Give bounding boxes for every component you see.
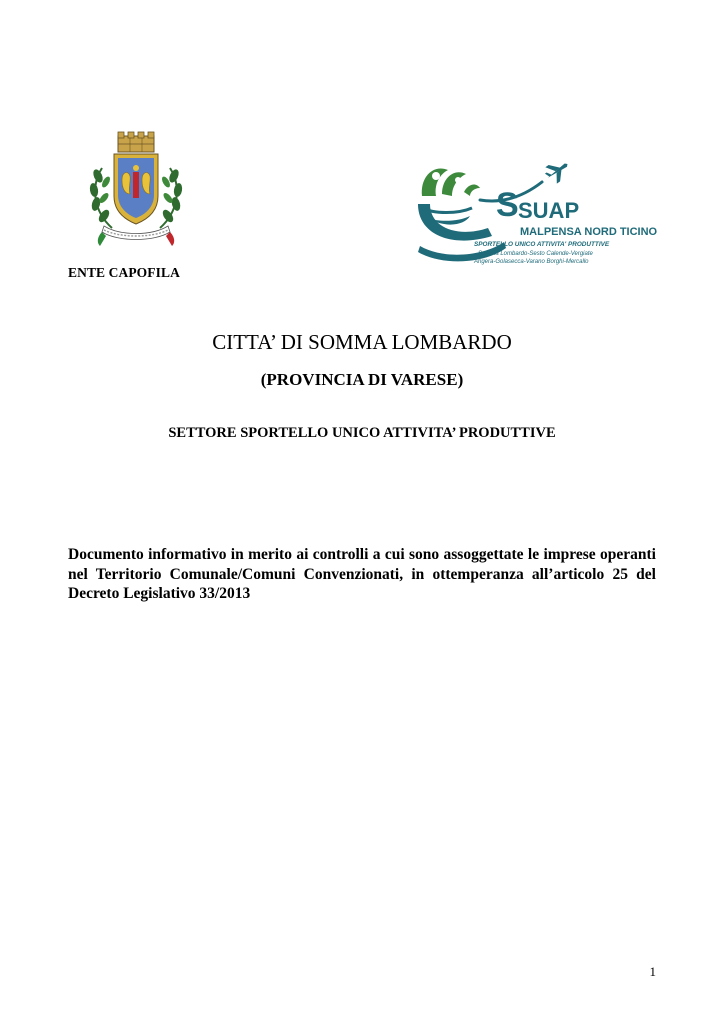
municipal-crest-logo [84, 132, 188, 250]
province-subtitle: (PROVINCIA DI VARESE) [260, 370, 464, 389]
ente-capofila-label: ENTE CAPOFILA [68, 265, 180, 280]
suap-logo [414, 156, 658, 268]
suap-s-mark: S [496, 186, 519, 224]
document-description: Documento informativo in merito ai controlli a cui sono assoggettate le imprese operanti nel Territorio Comunale/Comuni Convenzionati, in ottemperanza all’articolo 25 del Decreto Legislativo 33/2013 [68, 546, 656, 602]
airplane-icon [542, 156, 573, 186]
page-number: 1 [649, 964, 656, 979]
department-heading: SETTORE SPORTELLO UNICO ATTIVITA’ PRODUTTIVE [168, 425, 556, 441]
shield-icon [114, 154, 158, 224]
city-title: CITTA’ DI SOMMA LOMBARDO [212, 330, 512, 354]
suap-subtitle: MALPENSA NORD TICINO [520, 226, 658, 238]
suap-towns-line-1: Somma Lombardo-Sesto Calende-Vergiate [478, 251, 593, 257]
crown-icon [118, 132, 154, 152]
suap-tagline: SPORTELLO UNICO ATTIVITA' PRODUTTIVE [474, 241, 610, 248]
suap-name: SUAP [518, 198, 580, 223]
suap-towns-line-2: Angera-Golasecca-Varano Borghi-Mercallo [474, 259, 589, 265]
ribbon-scroll-icon [98, 226, 174, 246]
